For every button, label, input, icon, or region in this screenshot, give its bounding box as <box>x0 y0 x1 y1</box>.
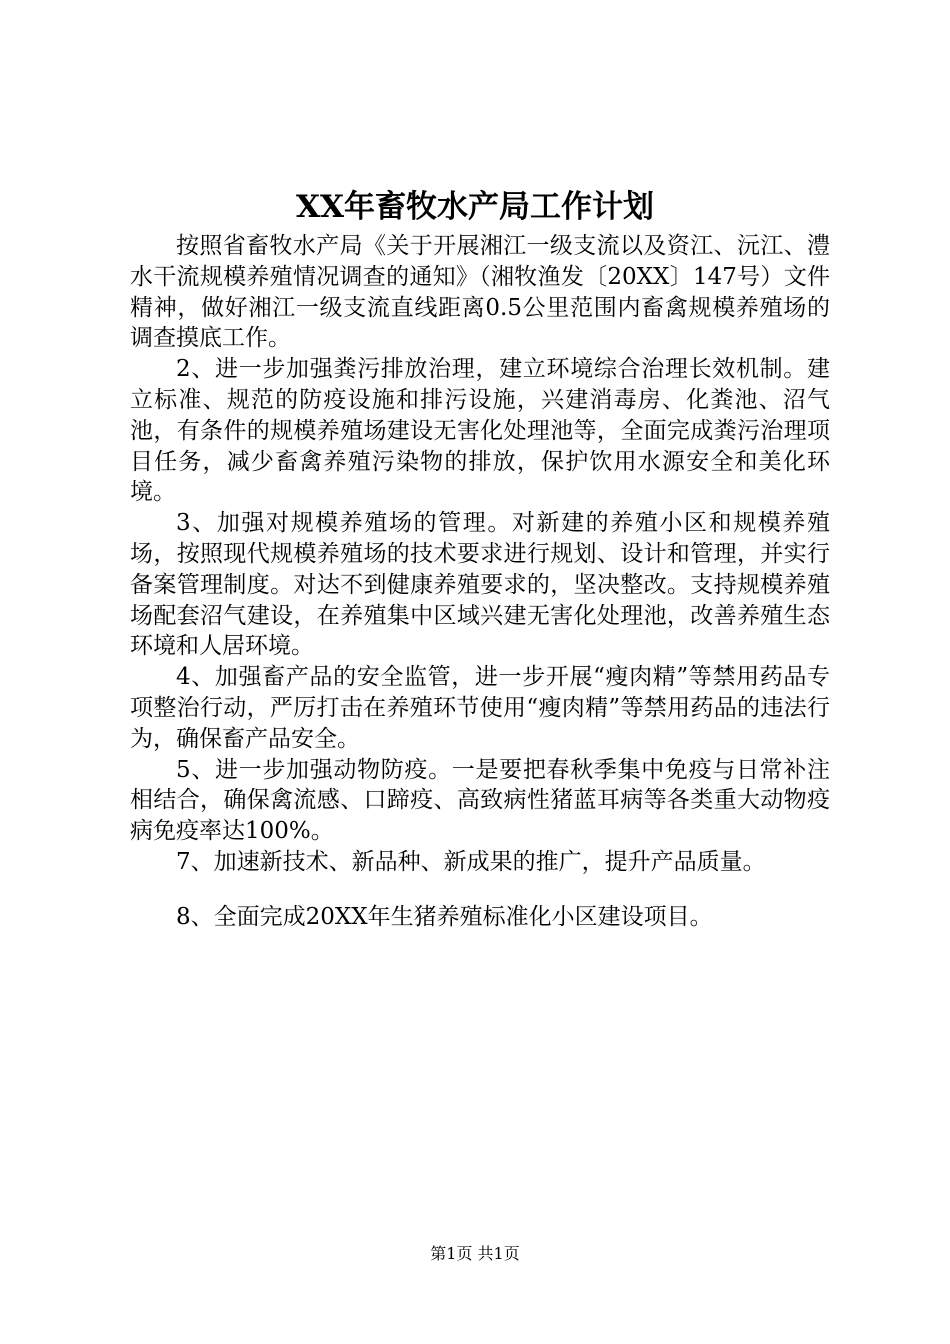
document-body <box>130 231 830 933</box>
paragraph-item-4: 4、加强畜产品的安全监管，进一步开展“瘦肉精”等禁用药品专项整治行动，严厉打击在养殖环节使用“瘦肉精”等禁用药品的违法行为，确保畜产品安全。 <box>130 664 830 752</box>
paragraph-item-2: 2、进一步加强粪污排放治理，建立环境综合治理长效机制。建立标准、规范的防疫设施和排污设施，兴建消毒房、化粪池、沼气池，有条件的规模养殖场建设无害化处理池等，全面完成粪污治理项目任务，减少畜禽养殖污染物的排放，保护饮用水源安全和美化环境。 <box>130 356 830 506</box>
document-title: XX年畜牧水产局工作计划 <box>295 189 655 225</box>
page-number-footer: 第1页 共1页 <box>430 1244 520 1263</box>
paragraph-item-3: 3、加强对规模养殖场的管理。对新建的养殖小区和规模养殖场，按照现代规模养殖场的技术要求进行规划、设计和管理，并实行备案管理制度。对达不到健康养殖要求的，坚决整改。支持规模养殖场配套沼气建设，在养殖集中区域兴建无害化处理池，改善养殖生态环境和人居环境。 <box>130 510 830 660</box>
paragraph-item-8: 8、全面完成20XX年生猪养殖标准化小区建设项目。 <box>176 903 713 930</box>
paragraph-intro: 按照省畜牧水产局《关于开展湘江一级支流以及资江、沅江、澧水干流规模养殖情况调查的通知》（湘牧渔发〔20XX〕147号）文件精神，做好湘江一级支流直线距离0.5公里范围内畜禽规模养殖场的调查摸底工作。 <box>130 233 830 352</box>
paragraph-item-5: 5、进一步加强动物防疫。一是要把春秋季集中免疫与日常补注相结合，确保禽流感、口蹄疫、高致病性猪蓝耳病等各类重大动物疫病免疫率达100%。 <box>130 756 830 845</box>
paragraph-item-7: 7、加速新技术、新品种、新成果的推广，提升产品质量。 <box>176 848 766 875</box>
